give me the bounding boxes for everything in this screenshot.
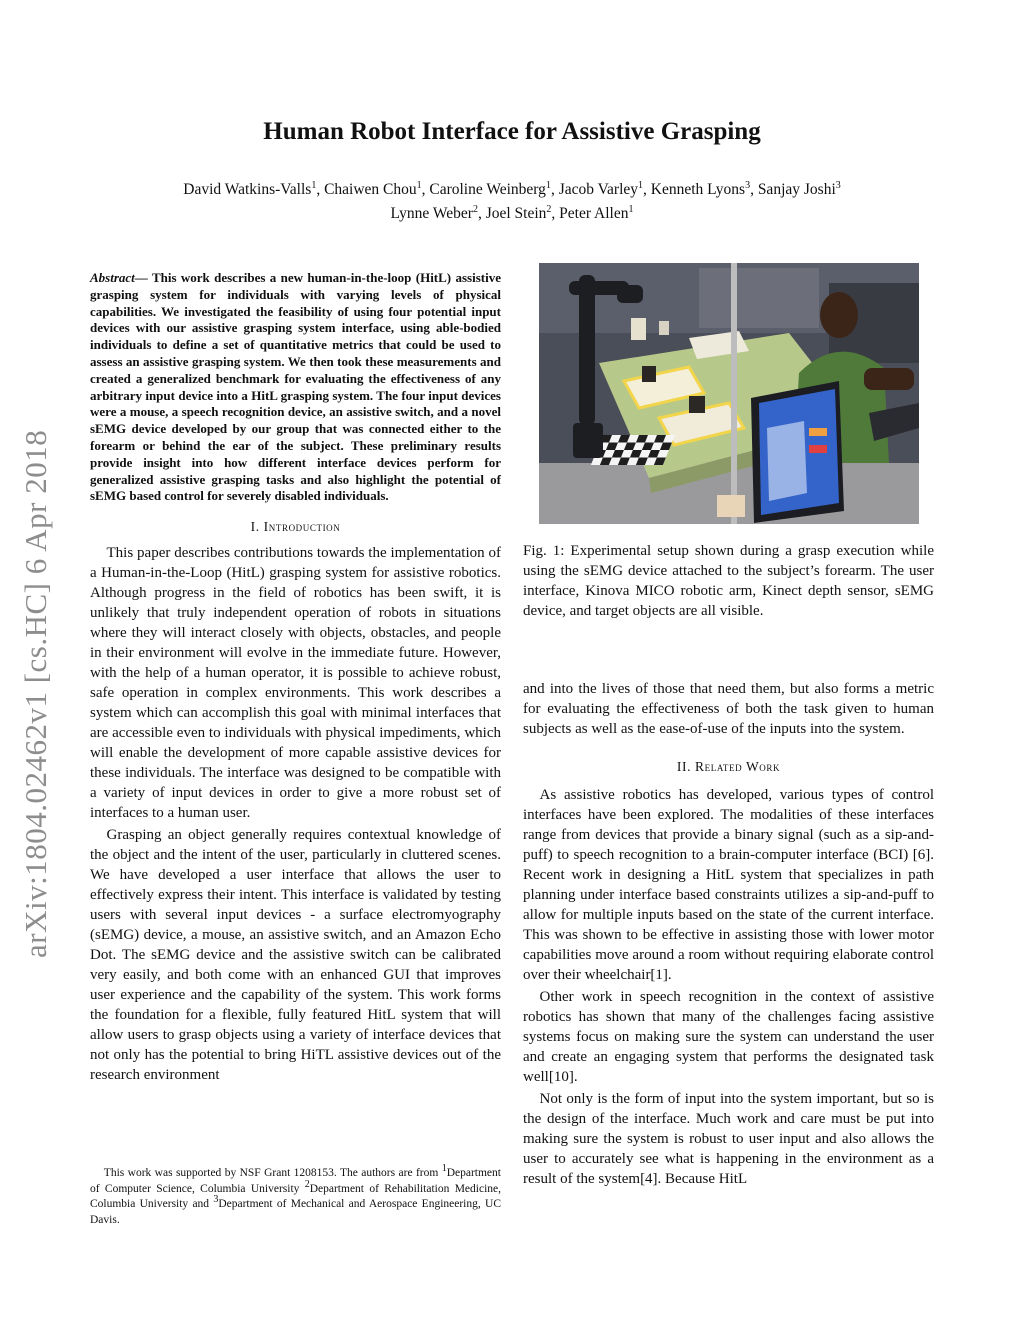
arxiv-identifier: arXiv:1804.02462v1 [cs.HC] 6 Apr 2018 bbox=[18, 429, 53, 958]
author-name: Sanjay Joshi bbox=[757, 181, 836, 198]
footnote-text: This work was supported by NSF Grant 1208153. The authors are from bbox=[103, 1167, 442, 1179]
footnote-affiliation-2: Department of Rehabilitation Medicine, Columbia University and bbox=[90, 1182, 501, 1210]
related-paragraph-3: Not only is the form of input into the system important, but so is the design of the interface. Much work and care must be put into making sure the system is robust to user input and also allows the user to accurately see what is happening in the environment as a result of the system[4]. Because HitL bbox=[523, 1091, 934, 1187]
paper-title: Human Robot Interface for Assistive Grasping bbox=[263, 118, 761, 145]
author-affiliation-sup: 1 bbox=[416, 179, 422, 191]
author-affiliation-sup: 1 bbox=[311, 179, 317, 191]
abstract-label: Abstract bbox=[90, 270, 135, 285]
author-affiliation-sup: 1 bbox=[545, 179, 551, 191]
footnote-sup-3: 3 bbox=[213, 1194, 219, 1206]
intro-paragraph-1: This paper describes contributions towards the implementation of a Human-in-the-Loop (HitL) grasping system for assistive robotics. Although progress in the field of robotics has been swift, it is unlikely that truly independent operation of robots in situations where they will interact closely with objects, obstacles, and people in their environment will evolve in the immediate future. However, with the help of a human operator, it is possible to achieve robust, safe operation in complex environments. This work describes a system which can accomplish this goal with minimal interfaces that are accessible even to individuals with physical impediments, which will enable the development of more capable assistive devices for these individuals. The interface was designed to be compatible with a variety of input devices in order to give a more robust set of interfaces to a human user. bbox=[90, 545, 501, 822]
experimental-setup-photo bbox=[539, 263, 919, 524]
author-affiliation-sup: 2 bbox=[546, 203, 552, 215]
related-paragraph-2: Other work in speech recognition in the context of assistive robotics has shown that many of the challenges facing assistive systems focus on making sure the system can understand the user and create an engaging system that performs the designated task well[10]. bbox=[523, 989, 934, 1085]
section-heading-related-work: II. Related Work bbox=[676, 759, 781, 774]
footnote-affiliation-1: Department of Computer Science, Columbia University bbox=[90, 1167, 501, 1195]
author-affiliation-sup: 3 bbox=[745, 179, 751, 191]
intro-paragraph-continued: and into the lives of those that need them, but also forms a metric for evaluating the effectiveness of both the task given to human subjects as well as the ease-of-use of the inputs into the system. bbox=[523, 681, 934, 737]
figure-caption: Fig. 1: Experimental setup shown during a grasp execution while using the sEMG device attached to the subject’s forearm. The user interface, Kinova MICO robotic arm, Kinect depth sensor, sEMG device, and target objects are all visible. bbox=[523, 543, 934, 619]
section-heading-introduction: I. Introduction bbox=[250, 519, 341, 535]
right-column bbox=[523, 541, 934, 1189]
author-name: Caroline Weinberg bbox=[429, 181, 546, 198]
author-affiliation-sup: 2 bbox=[472, 203, 478, 215]
footnote-affiliation-3: Department of Mechanical and Aerospace Engineering, UC Davis. bbox=[90, 1198, 501, 1226]
author-line-1: David Watkins-Valls$^1$, Chaiwen Chou$^1$, Caroline Weinberg$^1$, Jacob Varley$^1$, Kenneth Lyons$^3$, Sanjay Joshi$^3$ bbox=[183, 179, 841, 198]
abstract-dash: — bbox=[134, 270, 152, 285]
left-column bbox=[90, 270, 501, 1085]
author-name: Lynne Weber bbox=[390, 205, 473, 222]
author-name: Kenneth Lyons bbox=[650, 181, 746, 198]
author-name: Chaiwen Chou bbox=[324, 181, 417, 198]
author-list bbox=[80, 178, 944, 226]
author-line-2: Lynne Weber$^2$, Joel Stein$^2$, Peter Allen$^1$ bbox=[390, 203, 634, 222]
author-name: David Watkins-Valls bbox=[183, 181, 312, 198]
funding-footnote bbox=[90, 1163, 501, 1228]
footnote-sup-1: 1 bbox=[441, 1163, 447, 1175]
abstract-text: This work describes a new human-in-the-loop (HitL) assistive grasping system for individuals with varying levels of physical capabilities. We investigated the feasibility of using four potential input devices with our assistive grasping system interface, using able-bodied individuals to define a set of quantitative metrics that could be used to assess an assistive grasping system. We then took these measurements and created a generalized benchmark for evaluating the effectiveness of any arbitrary input device into a HitL grasping system. The four input devices were a mouse, a speech recognition device, an assistive switch, and a novel sEMG device developed by our group that was connected either to the forearm or behind the ear of the subject. These preliminary results provide insight into how different interface devices perform for generalized assistive grasping tasks and also highlight the potential of sEMG based control for severely disabled individuals. bbox=[90, 270, 501, 504]
abstract bbox=[90, 270, 501, 505]
footnote-sup-2: 2 bbox=[304, 1178, 310, 1190]
author-affiliation-sup: 1 bbox=[638, 179, 644, 191]
author-name: Peter Allen bbox=[559, 205, 629, 222]
author-affiliation-sup: 3 bbox=[835, 179, 841, 191]
intro-paragraph-2: Grasping an object generally requires contextual knowledge of the object and the intent of the user, particularly in cluttered scenes. We have developed a user interface that allows the user to effectively express their intent. This interface is validated by testing users with several input devices - a surface electromyography (sEMG) device, a mouse, an assistive switch, and an Amazon Echo Dot. The sEMG device and the assistive switch can be calibrated very easily, and both come with an enhanced GUI that improves user experience and the capability of the system. This work forms the foundation for a flexible, fully featured HitL system that will allow users to grasp objects using a variety of interface devices that not only has the potential to bring HiTL assistive devices out of the research environment bbox=[90, 827, 501, 1084]
author-affiliation-sup: 1 bbox=[628, 203, 634, 215]
author-name: Jacob Varley bbox=[558, 181, 639, 198]
related-paragraph-1: As assistive robotics has developed, various types of control interfaces have been explored. The modalities of these interfaces range from devices that provide a binary signal (such as a sip-and-puff) to speech recognition to a brain-computer interface (BCI) [6]. Recent work in designing a HitL system that specializes in path planning under interface based constraints utilizes a sip-and-puff to allow for multiple inputs based on the state of the current interface. This was shown to be effective in assisting those with lower motor capabilities move around a room without requiring elaborate control over their wheelchair[1]. bbox=[523, 787, 934, 983]
author-name: Joel Stein bbox=[485, 205, 547, 222]
